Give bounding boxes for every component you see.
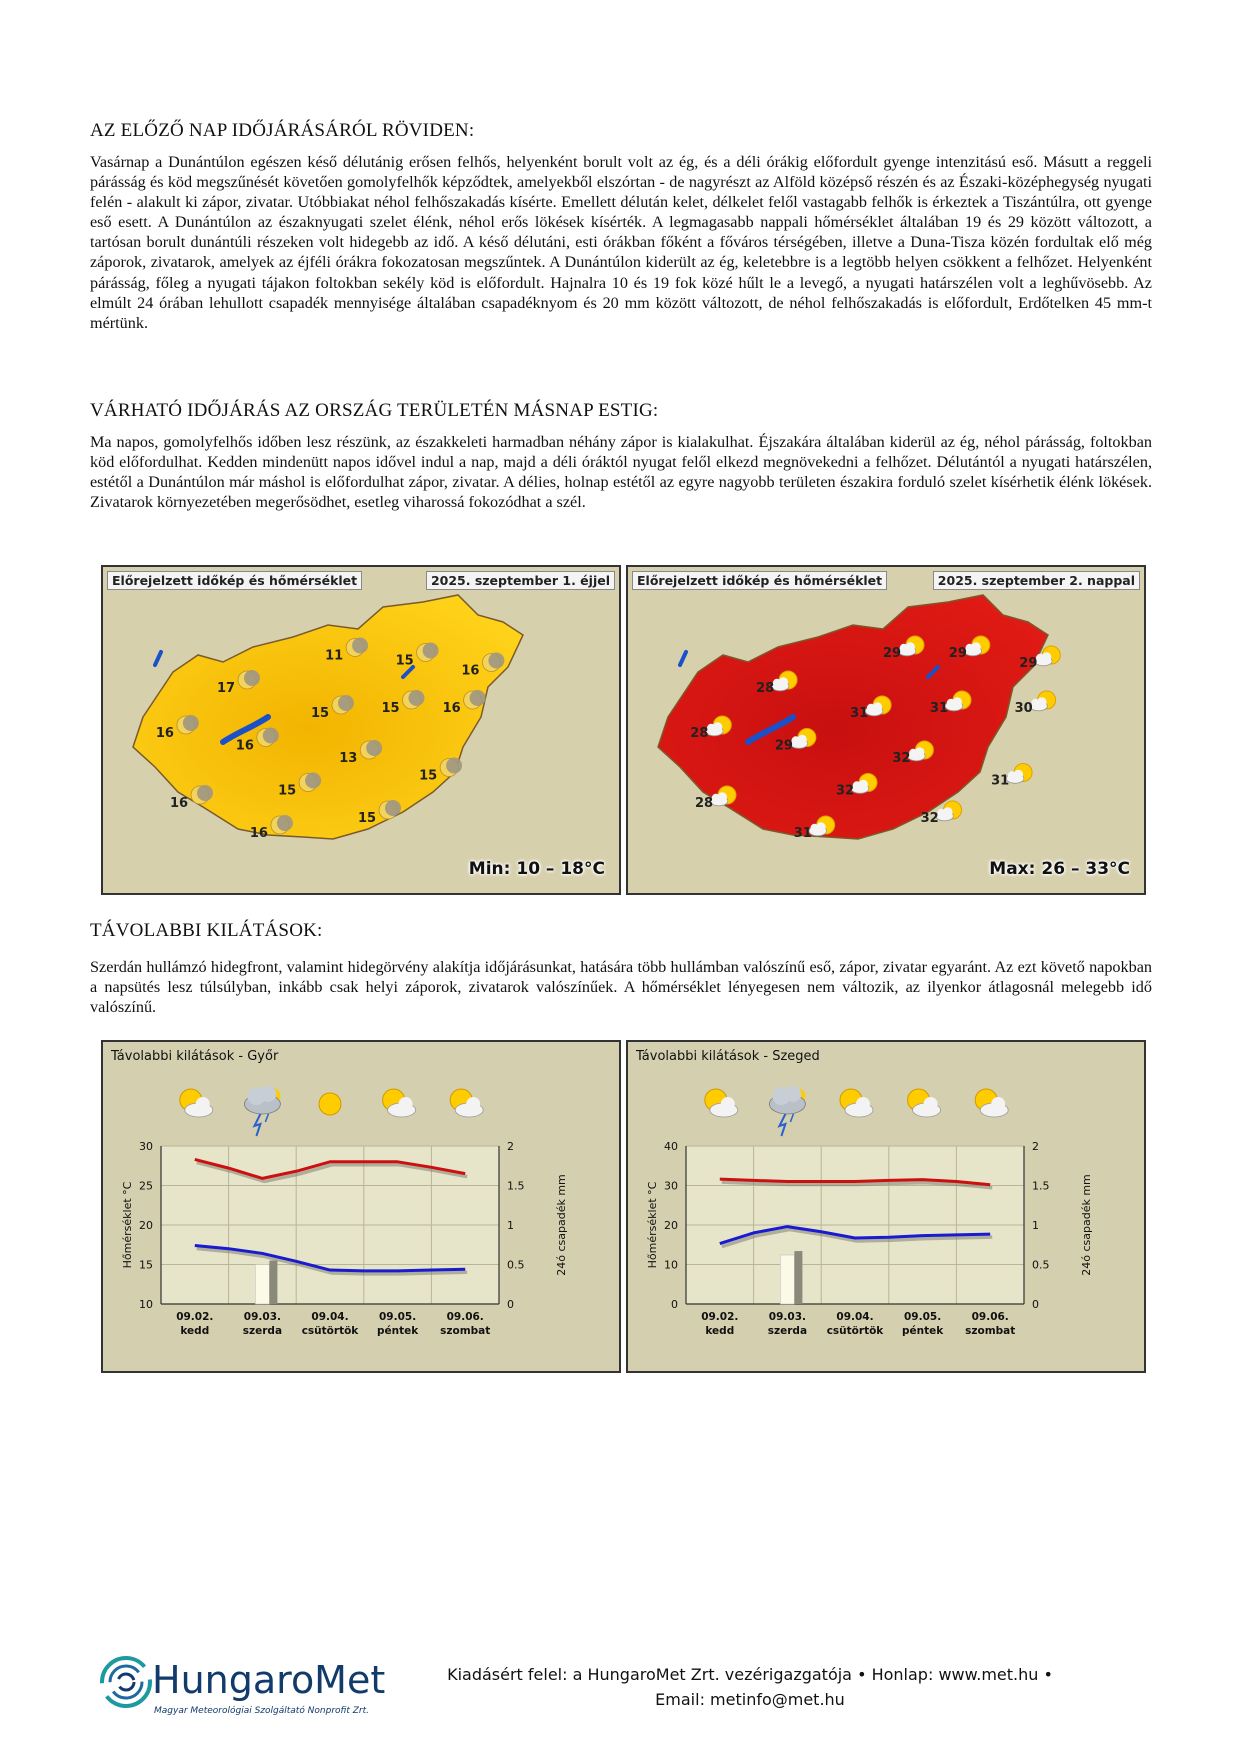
map-temp-label: 15	[358, 811, 377, 826]
map-temp-label: 31	[930, 701, 949, 716]
y2-axis-label: 24ó csapadék mm	[555, 1174, 568, 1276]
x-day-label: csütörtök	[826, 1325, 884, 1337]
y-tick-label: 30	[139, 1140, 153, 1153]
map-temp-label: 15	[311, 706, 330, 721]
y-tick-label: 0	[671, 1298, 678, 1311]
map-temp-label: 11	[325, 648, 344, 664]
precip-min-bar	[255, 1265, 269, 1305]
map-temp-label: 31	[850, 706, 869, 721]
map-temp-label: 17	[217, 681, 236, 696]
map-temp-label: 15	[395, 653, 414, 669]
y-tick-label: 20	[139, 1219, 153, 1232]
map-label: Előrejelzett időkép és hőmérséklet	[107, 571, 362, 590]
map-canvas	[103, 567, 619, 893]
y2-tick-label: 0.5	[507, 1258, 525, 1272]
y2-axis-label: 24ó csapadék mm	[1080, 1174, 1093, 1276]
chart-title: Távolabbi kilátások - Szeged	[636, 1049, 820, 1064]
map-temp-label: 28	[756, 681, 775, 696]
map-temp-label: 28	[695, 796, 714, 811]
x-tick-label: 09.02.	[176, 1311, 214, 1323]
map-temp-label: 32	[836, 783, 855, 799]
map-temp-label: 16	[155, 726, 174, 741]
map-temp-label: 29	[883, 646, 902, 661]
logo-wordmark: HungaroMet	[152, 1658, 386, 1702]
section-title-outlook: TÁVOLABBI KILÁTÁSOK:	[90, 920, 323, 941]
map-temp-label: 31	[991, 773, 1010, 789]
map-temp-label: 16	[461, 663, 480, 679]
forecast-text: Ma napos, gomolyfelhős időben lesz részünk, az északkeleti harmadban néhány zápor is kialakulhat. Éjszakára általában kiderül az ég, néhol párásság, foltokban köd előfordulhat. Kedden mindenütt napos idővel indul a nap, majd a déli óráktól nyugat felől elkezd megnövekedni a felhőzet. Délutántól a nyugati határszélen, estétől a Dunántúlon már máshol is előfordulhat zápor, zivatar. A délies, holnap estétől az egyre nagyobb területen északira forduló szelet kísérhetik élénk lökések. Zivatarok környezetében megerősödhet, esetleg viharossá fokozódhat a szél.	[90, 433, 1152, 512]
y2-tick-label: 1	[1032, 1219, 1039, 1232]
precip-max-bar	[269, 1261, 277, 1304]
forecast-map-day	[626, 565, 1146, 895]
map-temp-label: 31	[793, 826, 812, 841]
footer-line-1: Kiadásért felel: a HungaroMet Zrt. vezérigazgatója • Honlap: www.met.hu •	[447, 1665, 1053, 1684]
logo-subtitle: Magyar Meteorológiai Szolgáltató Nonprofit Zrt.	[154, 1706, 370, 1716]
x-tick-label: 09.03.	[768, 1311, 807, 1323]
x-tick-label: 09.04.	[836, 1311, 874, 1323]
outlook-chart-szeged	[626, 1040, 1146, 1373]
y-tick-label: 20	[664, 1219, 678, 1232]
map-label: Előrejelzett időkép és hőmérséklet	[632, 571, 887, 590]
map-temp-label: 15	[419, 768, 438, 784]
map-temp-label: 15	[278, 783, 297, 799]
x-tick-label: 09.04.	[311, 1311, 349, 1323]
map-temp-label: 13	[339, 751, 358, 766]
y2-tick-label: 2	[1032, 1140, 1039, 1153]
outlook-chart-gyor	[101, 1040, 621, 1373]
map-temp-label: 16	[249, 826, 268, 841]
hungaromet-logo-icon	[100, 1654, 152, 1710]
map-temp-label: 16	[170, 796, 189, 811]
map-canvas	[628, 567, 1144, 893]
map-temp-label: 29	[774, 738, 793, 754]
map-temp-label: 28	[690, 726, 709, 741]
x-day-label: kedd	[180, 1325, 210, 1337]
previous-day-text: Vasárnap a Dunántúlon egészen késő délutánig erősen felhős, helyenként borult volt az ég, és a déli órákig előfordult gyenge intenzitású eső. Másutt a reggeli párásság és köd megszűnését követően gomolyfelhők képződtek, amelyekből elszórtan - de nagyrészt az Alföld középső részén és az Északi-középhegység nyugati felén - alakult ki zápor, zivatar. Utóbbiakat néhol felhőszakadás kísérte. Emellett délután kelet, délkelet felől vastagabb felhők is érkeztek a Tiszántúlra, ott gyenge eső esett. A Dunántúlon az északnyugati szelet élénk, néhol erős lökések kísérték. A legmagasabb nappali hőmérséklet általában 19 és 29 között változott, a tartósan borult dunántúli részeken volt hidegebb az idő. A késő délutáni, esti órákban főként a főváros térségében, illetve a Duna-Tisza közén fordultak elő még záporok, zivatarok, amelyek az éjféli órákra fokozatosan megszűntek. A Dunántúlon kiderült az ég, keletebbre is a legtöbb helyen csökkent a felhőzet. Helyenként párásság, főleg a nyugati tájakon foltokban sekély köd is előfordult. Hajnalra 10 és 19 fok közé hűlt le a levegő, a nyugati határszélen volt a leghűvösebb. Az elmúlt 24 órában lehullott csapadék mennyisége általában csapadéknyom és 20 mm között változott, de néhol felhőszakadás is előfordult, Erdőtelken 45 mm-t mértünk.	[90, 153, 1152, 332]
map-temp-label: 29	[1019, 656, 1038, 671]
section-title-previous-day: AZ ELŐZŐ NAP IDŐJÁRÁSÁRÓL RÖVIDEN:	[90, 120, 475, 141]
y-axis-label: Hőmérséklet °C	[121, 1181, 134, 1269]
x-day-label: szombat	[440, 1325, 491, 1337]
y-tick-label: 40	[664, 1140, 678, 1153]
outlook-text: Szerdán hullámzó hidegfront, valamint hidegörvény alakítja időjárásunkat, hatására több hullámban valószínű eső, zápor, zivatar egyaránt. Az ezt követő napokban a napsütés lesz túlsúlyban, inkább csak helyi záporok, zivatarok valószínűek. A hőmérséklet lényegesen nem változik, az ilyenkor átlagosnál melegebb idő valószínű.	[90, 958, 1152, 1017]
y2-tick-label: 1.5	[507, 1179, 525, 1193]
footer-text	[400, 1662, 1100, 1712]
y-tick-label: 10	[139, 1298, 153, 1311]
x-tick-label: 09.05.	[903, 1311, 942, 1323]
map-temp-range: Min: 10 – 18°C	[468, 859, 605, 879]
map-temp-label: 32	[892, 751, 911, 766]
footer-line-2: Email: metinfo@met.hu	[655, 1690, 845, 1709]
map-temp-label: 15	[381, 701, 400, 716]
y2-tick-label: 0	[1032, 1298, 1039, 1311]
chart-title: Távolabbi kilátások - Győr	[111, 1049, 279, 1064]
map-temp-label: 29	[948, 646, 967, 661]
y-tick-label: 25	[139, 1179, 153, 1193]
y2-tick-label: 0	[507, 1298, 514, 1311]
y-tick-label: 30	[664, 1179, 678, 1193]
forecast-map-night	[101, 565, 621, 895]
x-tick-label: 09.05.	[378, 1311, 417, 1323]
precip-max-bar	[794, 1251, 802, 1304]
x-day-label: péntek	[901, 1325, 944, 1337]
y2-tick-label: 1.5	[1032, 1179, 1050, 1193]
y2-tick-label: 2	[507, 1140, 514, 1153]
chart-canvas	[103, 1042, 619, 1371]
x-tick-label: 09.06.	[446, 1311, 484, 1323]
y2-tick-label: 0.5	[1032, 1258, 1050, 1272]
x-day-label: szerda	[767, 1325, 808, 1337]
x-day-label: csütörtök	[301, 1325, 359, 1337]
chart-canvas	[628, 1042, 1144, 1371]
section-title-forecast: VÁRHATÓ IDŐJÁRÁS AZ ORSZÁG TERÜLETÉN MÁSNAP ESTIG:	[90, 400, 659, 421]
map-temp-range: Max: 26 – 33°C	[989, 859, 1130, 879]
x-tick-label: 09.02.	[701, 1311, 739, 1323]
x-tick-label: 09.06.	[971, 1311, 1009, 1323]
x-day-label: péntek	[376, 1325, 419, 1337]
y-tick-label: 10	[664, 1258, 678, 1272]
x-day-label: szombat	[965, 1325, 1016, 1337]
x-day-label: szerda	[242, 1325, 283, 1337]
map-temp-label: 32	[920, 811, 939, 826]
sun-icon	[319, 1093, 341, 1115]
y-tick-label: 15	[139, 1258, 153, 1272]
map-temp-label: 16	[442, 701, 461, 716]
precip-min-bar	[780, 1255, 794, 1304]
y2-tick-label: 1	[507, 1219, 514, 1232]
x-tick-label: 09.03.	[243, 1311, 282, 1323]
map-date: 2025. szeptember 2. nappal	[933, 571, 1140, 590]
map-temp-label: 30	[1014, 701, 1033, 716]
map-temp-label: 16	[235, 738, 254, 754]
map-date: 2025. szeptember 1. éjjel	[426, 571, 615, 590]
x-day-label: kedd	[705, 1325, 735, 1337]
y-axis-label: Hőmérséklet °C	[646, 1181, 659, 1269]
